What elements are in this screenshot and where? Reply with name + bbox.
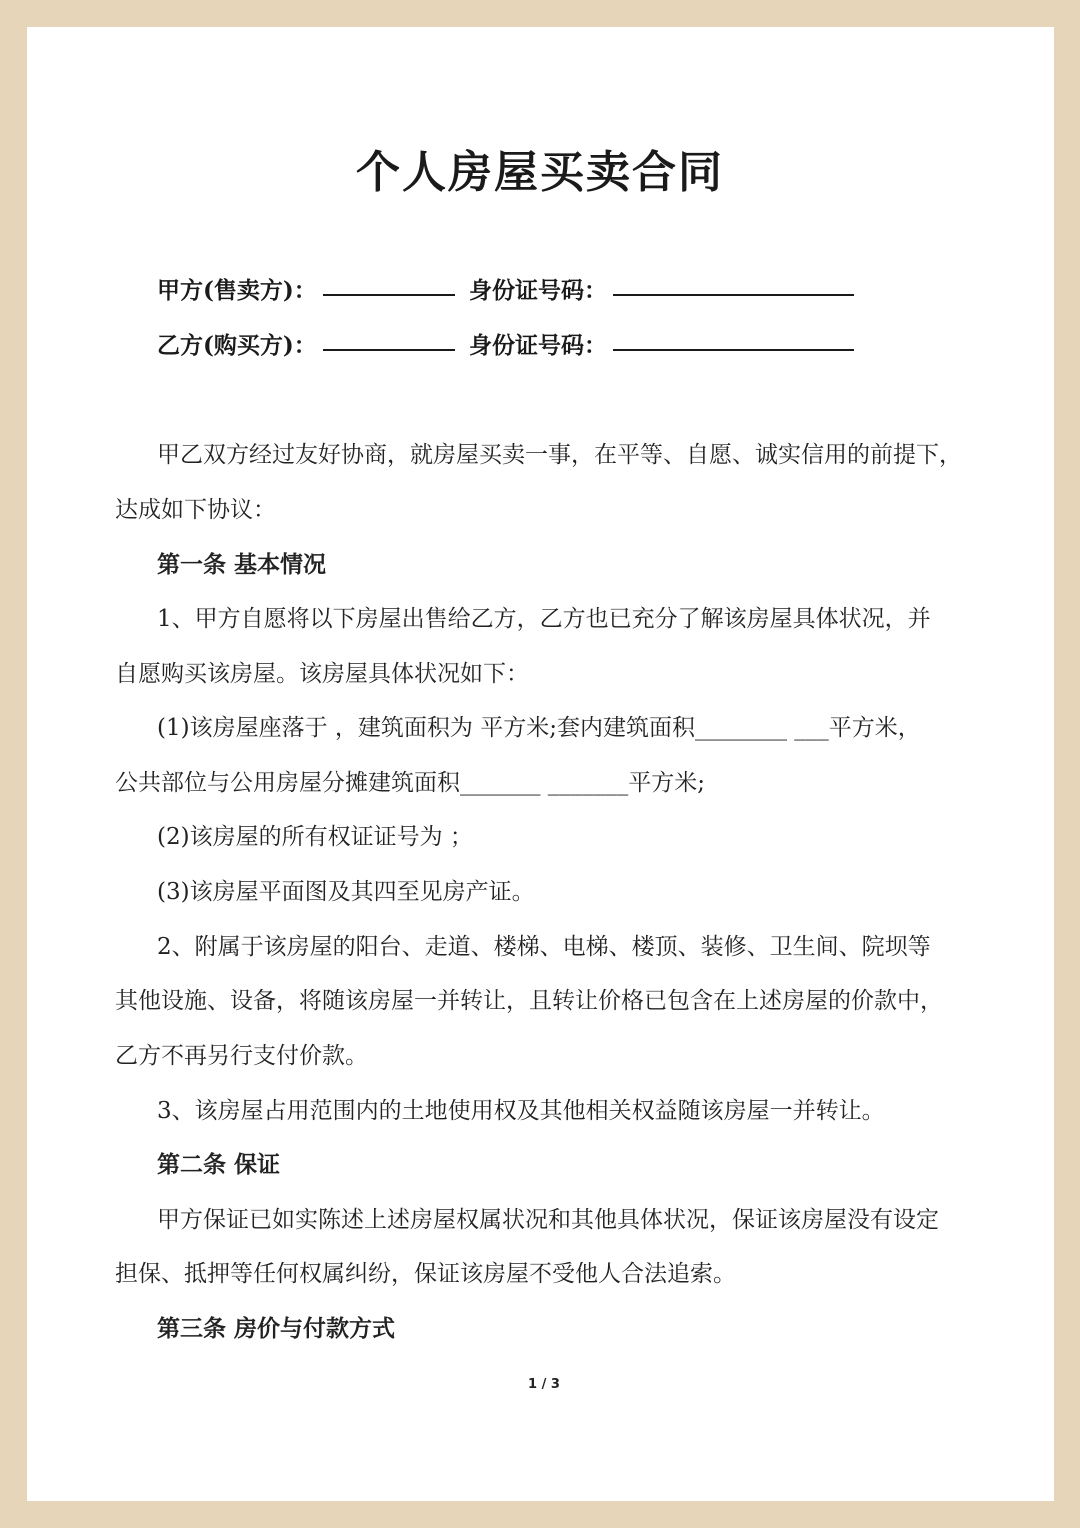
- clause-1-item-3: (3)该房屋平面图及其四至见房产证。: [157, 879, 535, 905]
- clause-1-item-2: (2)该房屋的所有权证证号为 ；: [157, 824, 473, 850]
- seller-name-blank[interactable]: [323, 272, 455, 296]
- intro-line-2: 达成如下协议：: [115, 497, 276, 523]
- clause-1-line-2: 自愿购买该房屋。该房屋具体状况如下：: [115, 661, 529, 687]
- guarantee-line-1: 甲方保证已如实陈述上述房屋权属状况和其他具体状况，保证该房屋没有设定: [157, 1207, 939, 1233]
- buyer-id-blank[interactable]: [613, 327, 854, 351]
- clause-1-item-1-line-1: (1)该房屋座落于 ，建筑面积为 平方米;套内建筑面积________ ___平方米，: [157, 715, 921, 741]
- buyer-id-label: 身份证号码：: [469, 332, 607, 359]
- guarantee-line-2: 担保、抵押等任何权属纠纷，保证该房屋不受他人合法追索。: [115, 1261, 736, 1287]
- article-3-heading: 第三条 房价与付款方式: [157, 1315, 396, 1342]
- clause-1-item-1-line-2: 公共部位与公用房屋分摊建筑面积_______ _______平方米;: [115, 770, 706, 796]
- clause-3: 3、该房屋占用范围内的土地使用权及其他相关权益随该房屋一并转让。: [157, 1098, 885, 1124]
- clause-1-line-1: 1、甲方自愿将以下房屋出售给乙方，乙方也已充分了解该房屋具体状况，并: [157, 606, 931, 632]
- article-1-heading: 第一条 基本情况: [157, 551, 327, 578]
- page-number: 1 / 3: [528, 1377, 560, 1392]
- seller-id-label: 身份证号码：: [469, 277, 607, 304]
- article-2-heading: 第二条 保证: [157, 1151, 281, 1178]
- clause-2-line-3: 乙方不再另行支付价款。: [115, 1043, 368, 1069]
- seller-label: 甲方(售卖方)：: [157, 277, 317, 304]
- buyer-name-blank[interactable]: [323, 327, 455, 351]
- seller-id-blank[interactable]: [613, 272, 854, 296]
- document-title: 个人房屋买卖合同: [356, 147, 724, 198]
- clause-2-line-2: 其他设施、设备，将随该房屋一并转让，且转让价格已包含在上述房屋的价款中，: [115, 988, 943, 1014]
- buyer-label: 乙方(购买方)：: [157, 332, 317, 359]
- intro-line-1: 甲乙双方经过友好协商，就房屋买卖一事，在平等、自愿、诚实信用的前提下，: [157, 442, 962, 468]
- clause-2-line-1: 2、附属于该房屋的阳台、走道、楼梯、电梯、楼顶、装修、卫生间、院坝等: [157, 934, 931, 960]
